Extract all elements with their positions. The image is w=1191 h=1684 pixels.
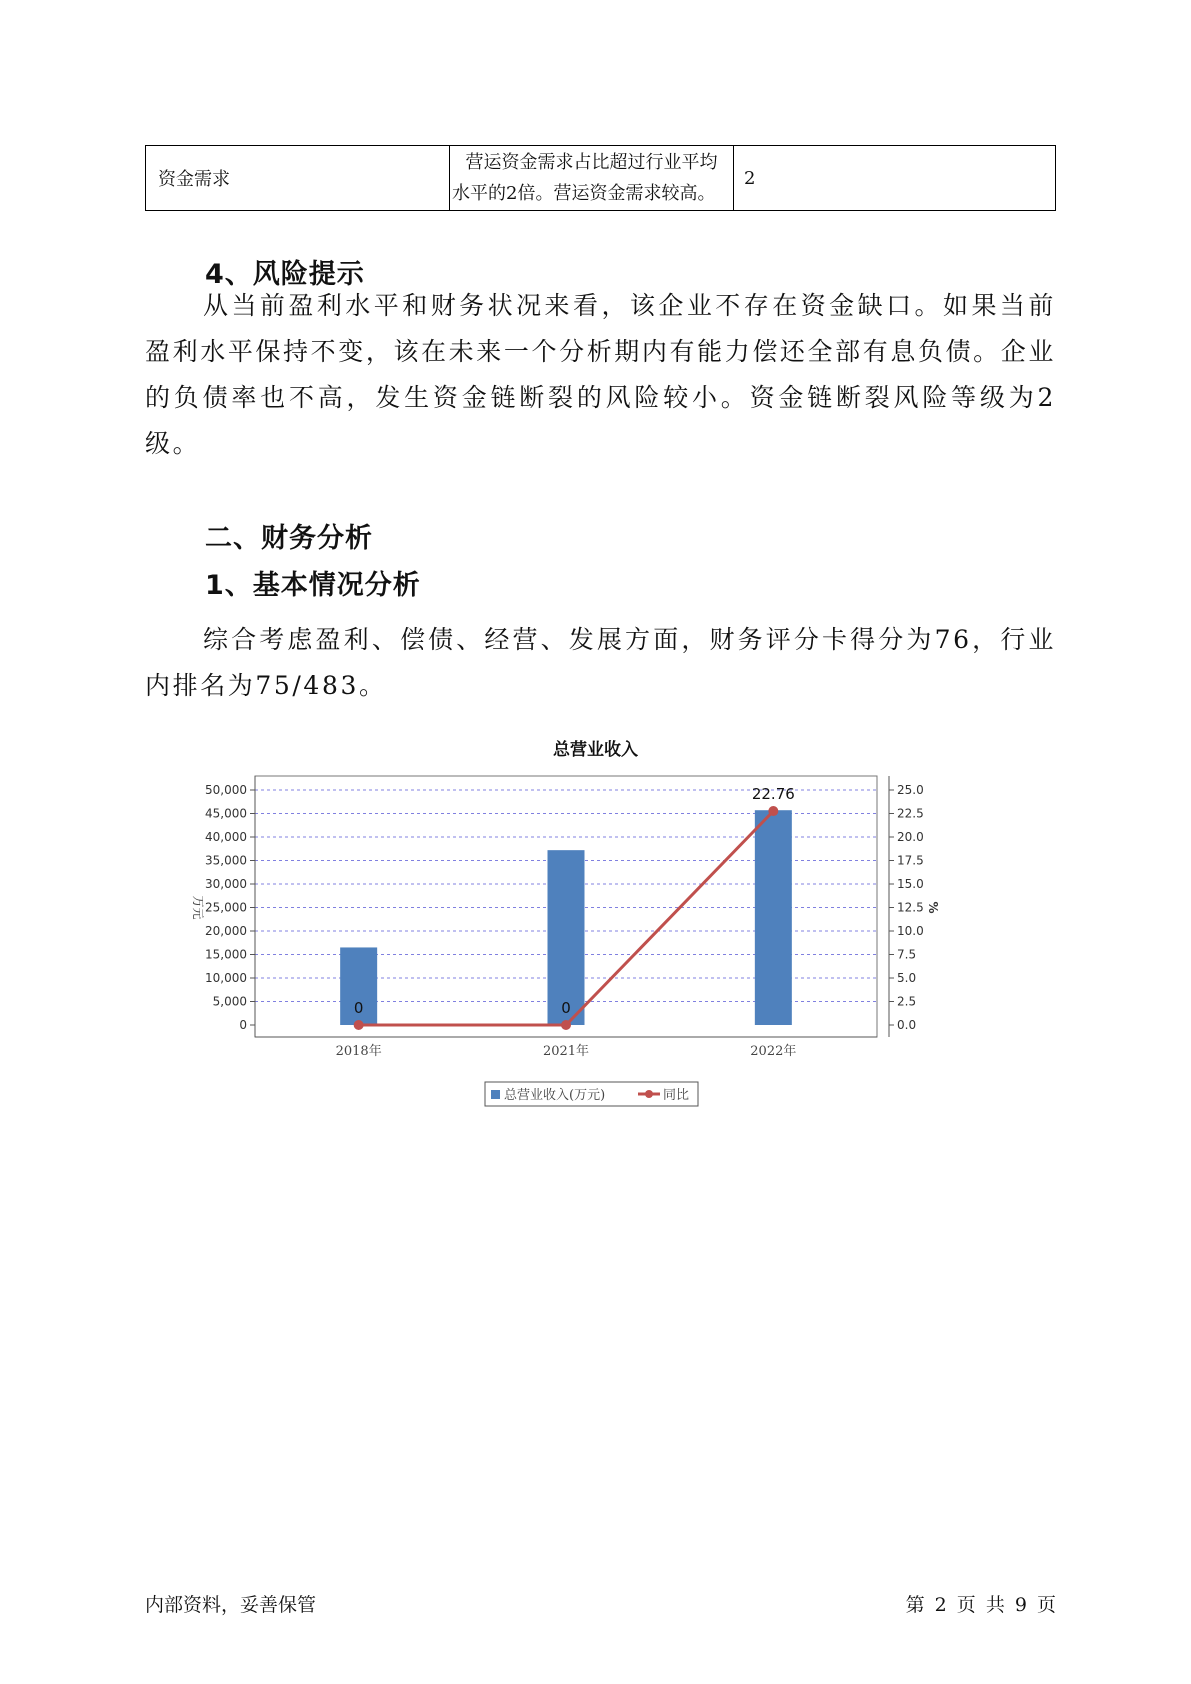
left-tick-label: 50,000 [205, 783, 247, 797]
left-tick-label: 15,000 [205, 947, 247, 962]
table-cell-desc-line2: 水平的2倍。营运资金需求较高。 [452, 183, 716, 204]
right-tick-label: 12.5 [897, 900, 924, 915]
right-tick-label: 7.5 [897, 947, 917, 962]
line-point [561, 1020, 571, 1030]
table-row [146, 146, 1056, 211]
legend-line-marker [645, 1090, 653, 1098]
left-tick-label: 30,000 [205, 877, 247, 891]
basic-analysis-heading: 1、基本情况分析 [205, 570, 421, 601]
left-tick-label: 40,000 [205, 830, 247, 844]
risk-heading: 4、风险提示 [205, 259, 365, 290]
bar [755, 810, 792, 1025]
table-cell-desc [450, 146, 734, 211]
right-tick-label: 20.0 [897, 830, 924, 844]
left-tick-label: 0 [239, 1018, 247, 1032]
left-tick-label: 5,000 [212, 994, 247, 1009]
left-tick-label: 20,000 [205, 924, 247, 938]
line-point [768, 806, 778, 816]
legend-line-label: 同比 [663, 1088, 690, 1103]
left-tick-label: 45,000 [205, 806, 247, 821]
table-cell-desc-line1: 营运资金需求占比超过行业平均 [465, 152, 718, 173]
left-tick-label: 35,000 [205, 853, 247, 868]
bar-series [340, 810, 792, 1025]
risk-table [145, 145, 1056, 211]
risk-paragraph: 从当前盈利水平和财务状况来看，该企业不存在资金缺口。如果当前盈利水平保持不变，该在未来一个分析期内有能力偿还全部有息负债。企业的负债率也不高，发生资金链断裂的风险较小。资金链断裂风险等级为2级。 [145, 291, 1056, 458]
legend-bar-swatch [491, 1090, 500, 1099]
category-label: 2021年 [542, 1044, 590, 1059]
right-tick-label: 15.0 [897, 877, 924, 891]
finance-heading: 二、财务分析 [205, 523, 373, 554]
chart-legend [485, 1082, 698, 1106]
left-tick-label: 10,000 [205, 971, 247, 985]
data-label: 0 [353, 999, 364, 1017]
right-tick-label: 0.0 [897, 1018, 917, 1032]
left-axis-ticks [205, 776, 255, 1037]
data-label: 0 [561, 999, 571, 1017]
footer-page-number: 第 2 页 共 9 页 [905, 1594, 1056, 1616]
category-labels [336, 1043, 797, 1059]
right-axis-ticks [889, 776, 924, 1037]
revenue-chart [180, 760, 1040, 1200]
right-tick-label: 2.5 [897, 994, 917, 1009]
right-tick-label: 17.5 [897, 853, 924, 868]
basic-analysis-paragraph: 综合考虑盈利、偿债、经营、发展方面，财务评分卡得分为76，行业内排名为75/483。 [145, 625, 1056, 700]
right-tick-label: 10.0 [897, 924, 924, 938]
table-cell-item: 资金需求 [146, 146, 450, 211]
y-axis-label: 万元 [191, 895, 205, 920]
chart-title: 总营业收入 [553, 740, 638, 760]
right-tick-label: 25.0 [897, 783, 924, 797]
legend-bar-label: 总营业收入(万元) [504, 1088, 606, 1103]
line-point [354, 1020, 364, 1030]
data-label: 22.76 [751, 785, 795, 804]
footer-confidential: 内部资料，妥善保管 [145, 1594, 317, 1616]
category-label: 2018年 [335, 1044, 382, 1059]
y2-axis-label: % [926, 901, 940, 914]
right-tick-label: 22.5 [897, 806, 924, 821]
left-tick-label: 25,000 [205, 900, 247, 915]
category-label: 2022年 [750, 1044, 797, 1059]
right-tick-label: 5.0 [897, 971, 917, 985]
table-cell-level: 2 [734, 146, 1056, 211]
